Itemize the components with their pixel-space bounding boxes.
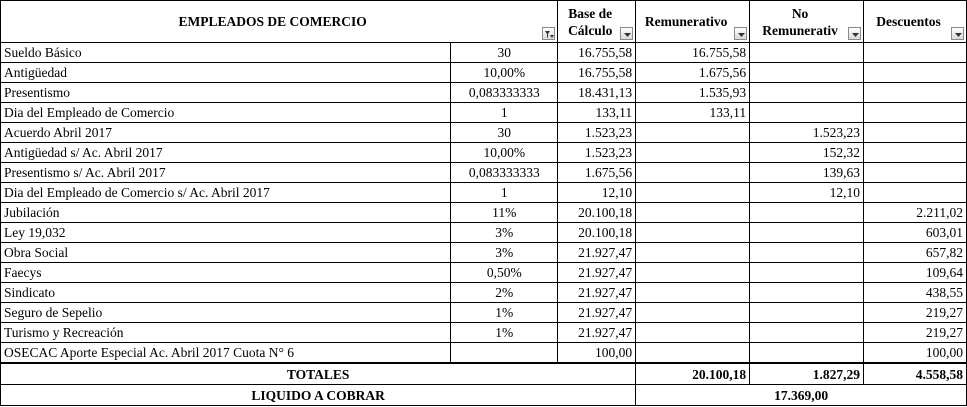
liquido-value[interactable]: 17.369,00 — [636, 385, 967, 406]
cell-descuentos[interactable]: 438,55 — [864, 283, 967, 303]
cell-no-remunerativo[interactable] — [750, 243, 864, 263]
cell-descuentos[interactable] — [864, 43, 967, 63]
table-row — [1, 303, 967, 323]
header-title: EMPLEADOS DE COMERCIO — [178, 14, 367, 29]
cell-remunerativo[interactable] — [636, 143, 750, 163]
table-row — [1, 183, 967, 203]
header-no-remunerativo[interactable] — [750, 1, 864, 43]
cell-no-remunerativo[interactable] — [750, 323, 864, 343]
cell-no-remunerativo[interactable] — [750, 83, 864, 103]
cell-cantidad[interactable]: 0,50% — [451, 263, 558, 283]
header-no-line2: Remunerativ — [762, 22, 838, 38]
cell-base-calculo[interactable]: 16.755,58 — [558, 63, 636, 83]
cell-remunerativo[interactable] — [636, 283, 750, 303]
cell-cantidad[interactable]: 1% — [451, 303, 558, 323]
liquido-row — [1, 385, 967, 406]
cell-base-calculo[interactable]: 21.927,47 — [558, 323, 636, 343]
table-row — [1, 43, 967, 63]
cell-concepto[interactable]: Presentismo s/ Ac. Abril 2017 — [1, 163, 451, 183]
totals-descuentos[interactable]: 4.558,58 — [864, 363, 967, 385]
cell-base-calculo[interactable]: 21.927,47 — [558, 303, 636, 323]
cell-remunerativo[interactable] — [636, 263, 750, 283]
cell-descuentos[interactable] — [864, 63, 967, 83]
table-row — [1, 83, 967, 103]
dropdown-arrow-icon[interactable] — [848, 27, 861, 40]
cell-concepto[interactable]: Dia del Empleado de Comercio — [1, 103, 451, 123]
header-base-calculo[interactable] — [558, 1, 636, 43]
cell-no-remunerativo[interactable] — [750, 103, 864, 123]
cell-base-calculo[interactable]: 18.431,13 — [558, 83, 636, 103]
cell-concepto[interactable]: Antigüedad — [1, 63, 451, 83]
cell-concepto[interactable]: OSECAC Aporte Especial Ac. Abril 2017 Cuota N° 6 — [1, 343, 451, 364]
cell-concepto[interactable]: Presentismo — [1, 83, 451, 103]
table-row — [1, 143, 967, 163]
cell-remunerativo[interactable] — [636, 183, 750, 203]
cell-cantidad[interactable]: 2% — [451, 283, 558, 303]
cell-concepto[interactable]: Sueldo Básico — [1, 43, 451, 63]
cell-remunerativo[interactable] — [636, 343, 750, 364]
header-no-line1: No — [791, 5, 809, 21]
header-base-line1: Base de — [568, 5, 613, 21]
table-row — [1, 63, 967, 83]
cell-remunerativo[interactable]: 1.535,93 — [636, 83, 750, 103]
table-row — [1, 243, 967, 263]
cell-concepto[interactable]: Seguro de Sepelio — [1, 303, 451, 323]
totals-no-remunerativo[interactable]: 1.827,29 — [750, 363, 864, 385]
cell-base-calculo[interactable]: 100,00 — [558, 343, 636, 364]
cell-concepto[interactable]: Jubilación — [1, 203, 451, 223]
cell-descuentos[interactable] — [864, 163, 967, 183]
cell-descuentos[interactable] — [864, 143, 967, 163]
cell-no-remunerativo[interactable] — [750, 63, 864, 83]
cell-no-remunerativo[interactable] — [750, 303, 864, 323]
cell-base-calculo[interactable]: 1.523,23 — [558, 123, 636, 143]
cell-cantidad[interactable] — [451, 343, 558, 364]
cell-no-remunerativo[interactable] — [750, 343, 864, 364]
cell-cantidad[interactable]: 3% — [451, 223, 558, 243]
cell-no-remunerativo[interactable] — [750, 263, 864, 283]
cell-cantidad[interactable]: 10,00% — [451, 63, 558, 83]
dropdown-arrow-icon[interactable] — [951, 27, 964, 40]
header-descuentos[interactable] — [864, 1, 967, 43]
cell-base-calculo[interactable]: 133,11 — [558, 103, 636, 123]
dropdown-arrow-icon[interactable] — [734, 27, 747, 40]
cell-concepto[interactable]: Acuerdo Abril 2017 — [1, 123, 451, 143]
cell-no-remunerativo[interactable]: 152,32 — [750, 143, 864, 163]
cell-remunerativo[interactable] — [636, 323, 750, 343]
cell-base-calculo[interactable]: 1.523,23 — [558, 143, 636, 163]
cell-descuentos[interactable]: 219,27 — [864, 303, 967, 323]
cell-base-calculo[interactable]: 1.675,56 — [558, 163, 636, 183]
cell-descuentos[interactable]: 603,01 — [864, 223, 967, 243]
cell-remunerativo[interactable] — [636, 303, 750, 323]
cell-no-remunerativo[interactable]: 139,63 — [750, 163, 864, 183]
header-remunerativo[interactable] — [636, 1, 750, 43]
cell-base-calculo[interactable]: 20.100,18 — [558, 203, 636, 223]
cell-concepto[interactable]: Turismo y Recreación — [1, 323, 451, 343]
cell-cantidad[interactable]: 10,00% — [451, 143, 558, 163]
cell-base-calculo[interactable]: 21.927,47 — [558, 263, 636, 283]
table-body — [1, 43, 967, 364]
cell-descuentos[interactable]: 219,27 — [864, 323, 967, 343]
cell-descuentos[interactable]: 2.211,02 — [864, 203, 967, 223]
table-row — [1, 283, 967, 303]
cell-base-calculo[interactable]: 21.927,47 — [558, 283, 636, 303]
header-descuentos-label: Descuentos — [876, 14, 941, 29]
cell-cantidad[interactable]: 30 — [451, 43, 558, 63]
cell-cantidad[interactable]: 0,083333333 — [451, 163, 558, 183]
cell-cantidad[interactable]: 1 — [451, 183, 558, 203]
cell-remunerativo[interactable] — [636, 203, 750, 223]
totals-label[interactable]: TOTALES — [1, 363, 636, 385]
cell-descuentos[interactable] — [864, 183, 967, 203]
cell-concepto[interactable]: Antigüedad s/ Ac. Abril 2017 — [1, 143, 451, 163]
cell-concepto[interactable]: Ley 19,032 — [1, 223, 451, 243]
totals-remunerativo[interactable]: 20.100,18 — [636, 363, 750, 385]
cell-concepto[interactable]: Obra Social — [1, 243, 451, 263]
cell-descuentos[interactable] — [864, 123, 967, 143]
cell-base-calculo[interactable]: 21.927,47 — [558, 243, 636, 263]
cell-cantidad[interactable]: 1 — [451, 103, 558, 123]
cell-concepto[interactable]: Faecys — [1, 263, 451, 283]
cell-no-remunerativo[interactable] — [750, 283, 864, 303]
cell-descuentos[interactable]: 657,82 — [864, 243, 967, 263]
dropdown-arrow-icon[interactable] — [620, 27, 633, 40]
totals-row — [1, 363, 967, 385]
header-row — [1, 1, 967, 43]
cell-no-remunerativo[interactable] — [750, 43, 864, 63]
cell-cantidad[interactable]: 1% — [451, 323, 558, 343]
cell-descuentos[interactable]: 100,00 — [864, 343, 967, 364]
table-row — [1, 343, 967, 364]
cell-remunerativo[interactable] — [636, 123, 750, 143]
cell-cantidad[interactable]: 3% — [451, 243, 558, 263]
cell-remunerativo[interactable]: 1.675,56 — [636, 63, 750, 83]
cell-base-calculo[interactable]: 16.755,58 — [558, 43, 636, 63]
cell-remunerativo[interactable] — [636, 223, 750, 243]
cell-concepto[interactable]: Sindicato — [1, 283, 451, 303]
table-row — [1, 263, 967, 283]
cell-remunerativo[interactable]: 16.755,58 — [636, 43, 750, 63]
cell-cantidad[interactable]: 0,083333333 — [451, 83, 558, 103]
cell-no-remunerativo[interactable]: 1.523,23 — [750, 123, 864, 143]
table-row — [1, 103, 967, 123]
cell-descuentos[interactable] — [864, 103, 967, 123]
cell-remunerativo[interactable] — [636, 243, 750, 263]
cell-base-calculo[interactable]: 20.100,18 — [558, 223, 636, 243]
cell-no-remunerativo[interactable] — [750, 223, 864, 243]
cell-base-calculo[interactable]: 12,10 — [558, 183, 636, 203]
table-row — [1, 223, 967, 243]
cell-descuentos[interactable]: 109,64 — [864, 263, 967, 283]
cell-remunerativo[interactable] — [636, 163, 750, 183]
cell-no-remunerativo[interactable] — [750, 203, 864, 223]
cell-cantidad[interactable]: 11% — [451, 203, 558, 223]
header-base-line2: Cálculo — [568, 22, 613, 38]
table-row — [1, 123, 967, 143]
header-remunerativo-label: Remunerativo — [644, 14, 728, 29]
table-row — [1, 323, 967, 343]
cell-descuentos[interactable] — [864, 83, 967, 103]
cell-no-remunerativo[interactable]: 12,10 — [750, 183, 864, 203]
liquido-label[interactable]: LIQUIDO A COBRAR — [1, 385, 636, 406]
cell-cantidad[interactable]: 30 — [451, 123, 558, 143]
filter-dropdown-icon[interactable] — [542, 27, 555, 40]
table-row — [1, 163, 967, 183]
header-empleados[interactable] — [1, 1, 558, 43]
cell-concepto[interactable]: Dia del Empleado de Comercio s/ Ac. Abril 2017 — [1, 183, 451, 203]
cell-remunerativo[interactable]: 133,11 — [636, 103, 750, 123]
table-row — [1, 203, 967, 223]
